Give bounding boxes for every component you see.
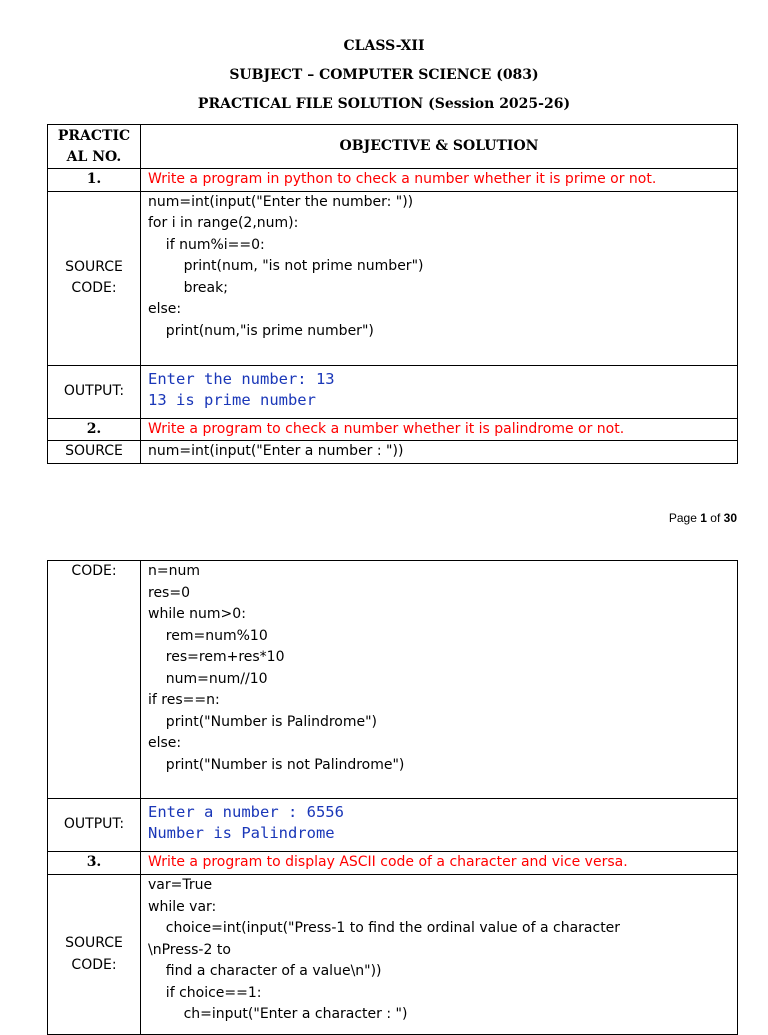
- practical3-code-row: [48, 875, 738, 1035]
- practical3-source-code-label: SOURCE CODE:: [48, 875, 141, 1035]
- practical2-output-label: OUTPUT:: [48, 799, 141, 852]
- page-footer: Page 1 of 30: [668, 511, 737, 525]
- practical1-output-label: OUTPUT:: [48, 365, 141, 418]
- practical3-objective: Write a program to display ASCII code of a character and vice versa.: [141, 852, 738, 875]
- header-practical-no: PRACTIC AL NO.: [48, 125, 141, 169]
- practical1-objective-row: [48, 169, 738, 192]
- practical1-output-row: [48, 365, 738, 418]
- practical2-objective: Write a program to check a number whether it is palindrome or not.: [141, 418, 738, 441]
- practical1-output: Enter the number: 13 13 is prime number: [141, 365, 738, 418]
- practical1-source-code-label: SOURCE CODE:: [48, 191, 141, 365]
- practical2-number: 2.: [48, 418, 141, 441]
- doc-title-subject: SUBJECT – COMPUTER SCIENCE (083): [229, 67, 539, 83]
- practical2-code-row-start: [48, 441, 738, 464]
- practical3-source-code: var=True while var: choice=int(input("Press-1 to find the ordinal value of a character \nPress-2 to find a character of a value\n")) if choice==1: ch=input("Enter a character : "): [141, 875, 738, 1035]
- practical2-output: Enter a number : 6556 Number is Palindrome: [141, 799, 738, 852]
- practical3-objective-row: [48, 852, 738, 875]
- practical2-code-row-cont: [48, 561, 738, 799]
- practical-table-page2: [47, 560, 738, 1035]
- doc-title-practical-file: PRACTICAL FILE SOLUTION (Session 2025-26): [197, 96, 571, 112]
- practical3-number: 3.: [48, 852, 141, 875]
- practical1-objective: Write a program in python to check a number whether it is prime or not.: [141, 169, 738, 192]
- practical1-code-row: [48, 191, 738, 365]
- header-objective-solution: OBJECTIVE & SOLUTION: [141, 125, 738, 169]
- practical1-source-code: num=int(input("Enter the number: ")) for i in range(2,num): if num%i==0: print(num, "is not prime number") break; else: print(num,"is prime number"): [141, 191, 738, 365]
- practical2-source-code-first-line: num=int(input("Enter a number : ")): [141, 441, 738, 464]
- practical1-number: 1.: [48, 169, 141, 192]
- practical2-source-code: n=num res=0 while num>0: rem=num%10 res=rem+res*10 num=num//10 if res==n: print("Number is Palindrome") else: print("Number is not Palindrome"): [141, 561, 738, 799]
- practical2-objective-row: [48, 418, 738, 441]
- practical-table-page1: [47, 124, 738, 464]
- practical2-code-label: CODE:: [48, 561, 141, 799]
- doc-title-class: CLASS-XII: [343, 38, 425, 54]
- practical2-output-row: [48, 799, 738, 852]
- table-header-row: [48, 125, 738, 169]
- practical2-source-label: SOURCE: [48, 441, 141, 464]
